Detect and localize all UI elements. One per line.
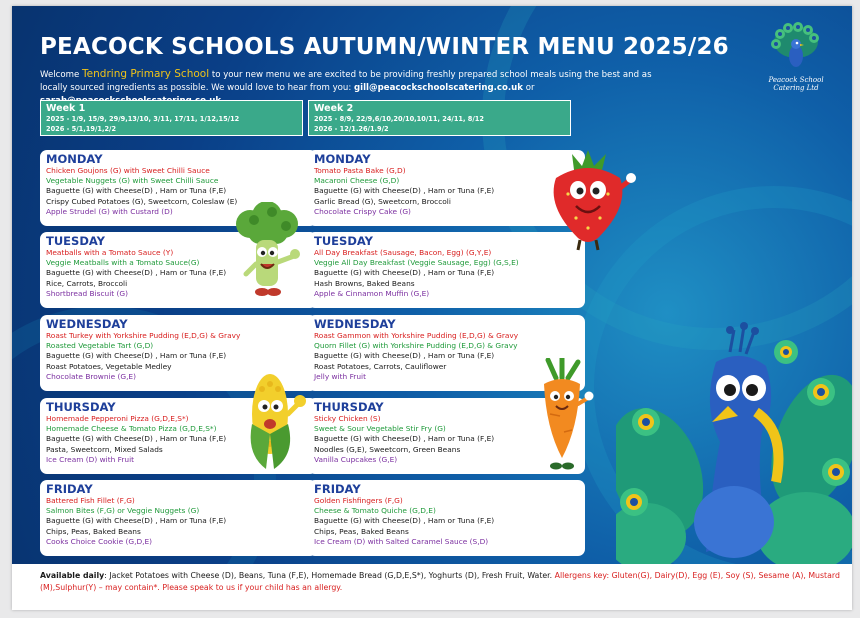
week-1-dates-2026: 2026 - 5/1,19/1,2/2	[46, 125, 117, 133]
menu-item: Sticky Chicken (S)	[314, 414, 381, 423]
welcome-post: to your new menu we are excited to be providing freshly prepared school meals using the best and as locally sourced ingredients as possible. We would love to hear from you:	[40, 70, 652, 93]
menu-item: Baguette (G) with Cheese(D) , Ham or Tuna (F,E)	[46, 351, 227, 361]
menu-item: Baguette (G) with Cheese(D) , Ham or Tuna (F,E)	[46, 186, 227, 196]
menu-item: Chips, Peas, Baked Beans	[314, 526, 409, 536]
menu-item: Crispy Cubed Potatoes (G), Sweetcorn, Coleslaw (E)	[46, 196, 238, 206]
corn-character-icon	[238, 364, 308, 474]
menu-item: Noodles (G,E), Sweetcorn, Green Beans	[314, 444, 461, 454]
menu-item: Roasted Vegetable Tart (G,D)	[46, 341, 154, 351]
menu-title: PEACOCK SCHOOLS AUTUMN/WINTER MENU 2025/26	[40, 34, 729, 60]
day-name: FRIDAY	[46, 482, 93, 496]
carrot-character-icon	[528, 358, 598, 472]
menu-item: Baguette (G) with Cheese(D) , Ham or Tuna (F,E)	[314, 516, 495, 526]
day-name: WEDNESDAY	[314, 317, 396, 331]
peacock-logo	[760, 22, 832, 92]
menu-item: Apple & Cinnamon Muffin (G,E)	[314, 288, 430, 298]
menu-item: Cheese & Tomato Quiche (G,D,E)	[314, 506, 436, 516]
menu-item: Homemade Pepperoni Pizza (G,D,E,S*)	[46, 414, 189, 423]
menu-item: Cooks Choice Cookie (G,D,E)	[46, 536, 153, 546]
school-name: Tendring Primary School	[82, 68, 210, 80]
menu-item: Roast Potatoes, Carrots, Cauliflower	[314, 361, 447, 371]
menu-item: Roast Potatoes, Vegetable Medley	[46, 361, 172, 371]
strawberry-character-icon	[538, 144, 638, 256]
menu-item: Ice Cream (D) with Fruit	[46, 454, 135, 464]
menu-item: Battered Fish Fillet (F,G)	[46, 496, 135, 505]
week-2-dates-2025: 2025 - 8/9, 22/9,6/10,20/10,10/11, 24/11, 8/12	[314, 115, 484, 123]
available-daily-label: Available daily	[40, 571, 105, 580]
day-name: THURSDAY	[46, 400, 116, 414]
menu-item: Tomato Pasta Bake (G,D)	[314, 166, 406, 175]
logo-line-1: Peacock School	[768, 76, 824, 84]
broccoli-character-icon	[232, 202, 302, 302]
menu-item: Meatballs with a Tomato Sauce (Y)	[46, 248, 174, 257]
menu-item: Golden Fishfingers (F,G)	[314, 496, 403, 505]
menu-item: Veggie Meatballs with a Tomato Sauce(G)	[46, 258, 200, 268]
menu-item: Roast Turkey with Yorkshire Pudding (E,D,G) & Gravy	[46, 331, 241, 340]
menu-item: Ice Cream (D) with Salted Caramel Sauce (S,D)	[314, 536, 489, 546]
peacock-logo-icon	[766, 22, 826, 72]
week-1-dates-2025: 2025 - 1/9, 15/9, 29/9,13/10, 3/11, 17/11, 1/12,15/12	[46, 115, 240, 123]
menu-item: Vegetable Nuggets (G) with Sweet Chilli Sauce	[46, 176, 219, 186]
menu-item: Baguette (G) with Cheese(D) , Ham or Tuna (F,E)	[46, 516, 227, 526]
week-1-header	[40, 100, 303, 136]
menu-item: Hash Browns, Baked Beans	[314, 278, 415, 288]
menu-item: Sweet & Sour Vegetable Stir Fry (G)	[314, 424, 446, 434]
menu-sheet	[12, 6, 852, 610]
menu-item: Homemade Cheese & Tomato Pizza (G,D,E,S*)	[46, 424, 217, 434]
menu-item: Chicken Goujons (G) with Sweet Chilli Sauce	[46, 166, 210, 175]
logo-text	[760, 76, 832, 92]
menu-item: Baguette (G) with Cheese(D) , Ham or Tuna (F,E)	[46, 434, 227, 444]
menu-item: Vanilla Cupcakes (G,E)	[314, 454, 398, 464]
menu-item: Macaroni Cheese (G,D)	[314, 176, 400, 186]
week-2-header	[308, 100, 571, 136]
week-2-title: Week 2	[314, 103, 354, 114]
menu-item: Chips, Peas, Baked Beans	[46, 526, 141, 536]
menu-item: Baguette (G) with Cheese(D) , Ham or Tuna (F,E)	[46, 268, 227, 278]
menu-item: Baguette (G) with Cheese(D) , Ham or Tuna (F,E)	[314, 351, 495, 361]
peacock-mascot-icon	[616, 322, 852, 564]
menu-item: Garlic Bread (G), Sweetcorn, Broccoli	[314, 196, 451, 206]
welcome-pre: Welcome	[40, 70, 83, 80]
menu-item: Baguette (G) with Cheese(D) , Ham or Tuna (F,E)	[314, 434, 495, 444]
menu-item: Apple Strudel (G) with Custard (D)	[46, 206, 173, 216]
footer-notice	[40, 570, 840, 594]
day-name: MONDAY	[314, 152, 371, 166]
day-name: THURSDAY	[314, 400, 384, 414]
menu-item: Pasta, Sweetcorn, Mixed Salads	[46, 444, 163, 454]
day-card-friday	[40, 480, 317, 556]
menu-item: Baguette (G) with Cheese(D) , Ham or Tuna (F,E)	[314, 268, 495, 278]
menu-item: Chocolate Crispy Cake (G)	[314, 206, 411, 216]
menu-item: Quorn Fillet (G) with Yorkshire Pudding (E,D,G) & Gravy	[314, 341, 518, 351]
available-daily-text: : Jacket Potatoes with Cheese (D), Beans, Tuna (F,E), Homemade Bread (G,D,E,S*), Yoghurts (D), Fresh Fruit, Water.	[104, 571, 555, 580]
menu-poster	[12, 6, 852, 564]
day-card-friday	[308, 480, 585, 556]
welcome-or: or	[523, 83, 535, 93]
menu-item: Salmon Bites (F,G) or Veggie Nuggets (G)	[46, 506, 200, 516]
week-1-title: Week 1	[46, 103, 86, 114]
day-name: WEDNESDAY	[46, 317, 128, 331]
logo-line-2: Catering Ltd	[773, 84, 819, 92]
week-2-dates-2026: 2026 - 12/1.26/1.9/2	[314, 125, 389, 133]
menu-item: All Day Breakfast (Sausage, Bacon, Egg) (G,Y,E)	[314, 248, 492, 257]
menu-item: Shortbread Biscuit (G)	[46, 288, 129, 298]
day-name: TUESDAY	[314, 234, 373, 248]
menu-item: Roast Gammon with Yorkshire Pudding (E,D,G) & Gravy	[314, 331, 519, 340]
menu-item: Jelly with Fruit	[314, 371, 366, 381]
allergens-key: Allergens key: Gluten(G), Dairy(D), Egg (E), Soy (S), Sesame (A), Mustard (M),Sulphur(Y) – may contain*. Please speak to us if your child has an allergy.	[40, 571, 840, 592]
email-link-gill[interactable]: gill@peacockschoolscatering.co.uk	[354, 83, 524, 93]
menu-item: Chocolate Brownie (G,E)	[46, 371, 136, 381]
day-name: FRIDAY	[314, 482, 361, 496]
day-name: TUESDAY	[46, 234, 105, 248]
menu-item: Veggie All Day Breakfast (Veggie Sausage, Egg) (G,S,E)	[314, 258, 519, 268]
menu-item: Baguette (G) with Cheese(D) , Ham or Tuna (F,E)	[314, 186, 495, 196]
day-name: MONDAY	[46, 152, 103, 166]
menu-item: Rice, Carrots, Broccoli	[46, 278, 128, 288]
